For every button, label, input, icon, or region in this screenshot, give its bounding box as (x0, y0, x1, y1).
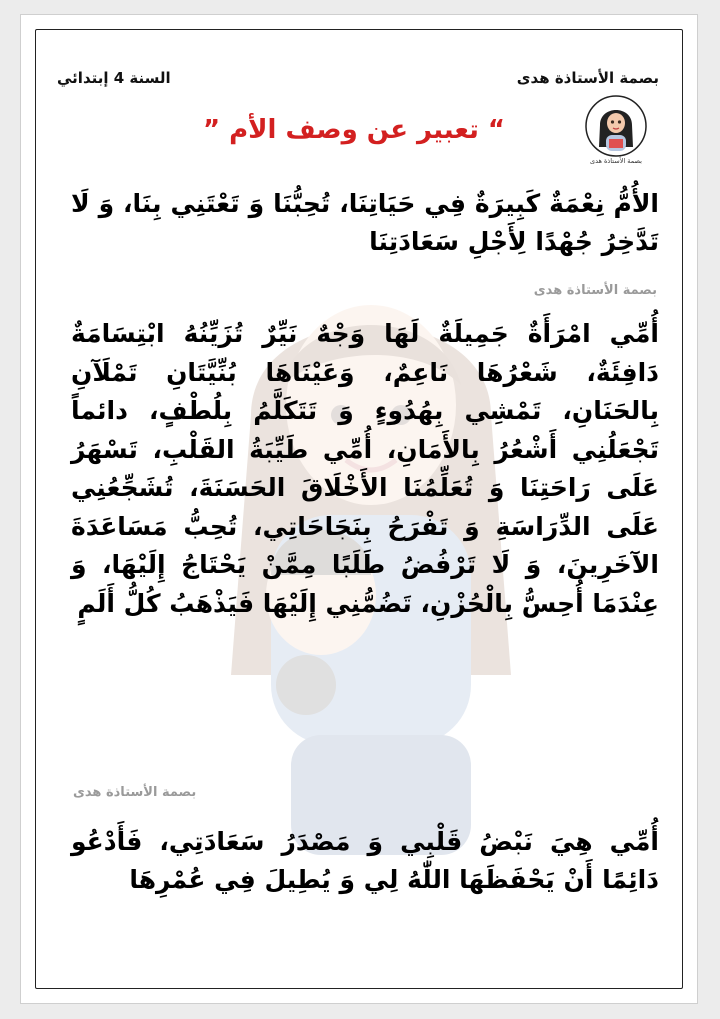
author-header: بصمة الأستاذة هدى (516, 69, 659, 87)
logo-caption: بصمة الأستاذة هدى (590, 157, 642, 165)
watermark-label: بصمة الأستاذة هدى (533, 283, 657, 298)
watermark-label: بصمة الأستاذة هدى (73, 785, 197, 800)
body-paragraph: أُمِّي امْرَأَةٌ جَمِيلَةٌ لَهَا وَجْهٌ نَيِّرٌ تُزَيِّنُهُ ابْتِسَامَةٌ دَافِئَةٌ، شَعْرُهَا نَاعِمٌ، وَعَيْنَاهَا بُنِّيَّتَانِ تَمْلَآنِ بِالحَنَانِ، تَمْشِي بِهُدُوءٍ وَ تَتَكَلَّمُ بِلُطْفٍ، دائماً تَجْعَلُنِي أَشْعُرُ بِالأَمَانِ، أُمِّي طَيِّبَةُ القَلْبِ، تَسْهَرُ عَلَى رَاحَتِنَا وَ تُعَلِّمُنَا الأَخْلَاقَ الحَسَنَةَ، تُشَجِّعُنِي عَلَى الدِّرَاسَةِ وَ تَفْرَحُ بِنَجَاحَاتِي، تُحِبُّ مَسَاعَدَةَ الآخَرِينَ، وَ لَا تَرْفُضُ طَلَبًا مِمَّنْ يَحْتَاجُ إِلَيْهَا، وَ عِنْدَمَا أُحِسُّ بِالْحُزْنِ، تَضُمُّنِي إِلَيْهَا فَيَذْهَبُ كُلُّ أَلَمٍ (71, 319, 659, 618)
page-title: “ تعبير عن وصف الأم ” (202, 115, 505, 145)
logo (585, 95, 647, 157)
teacher-avatar-icon (585, 95, 647, 157)
worksheet-page (20, 14, 698, 1004)
grade-level-header: السنة 4 إبتدائي (57, 69, 171, 87)
conclusion-paragraph: أُمِّي هِيَ نَبْضُ قَلْبِي وَ مَصْدَرُ سَعَادَتِي، فَأَدْعُو دَائِمًا أَنْ يَحْفَظَهَا اللّٰهُ لِي وَ يُطِيلَ فِي عُمْرِهَا (71, 827, 659, 894)
intro-paragraph: الأُمُّ نِعْمَةٌ كَبِيرَةٌ فِي حَيَاتِنَا، تُحِبُّنَا وَ تَعْتَنِي بِنَا، وَ لَا تَدَّخِرُ جُهْدًا لِأَجْلِ سَعَادَتِنَا (71, 189, 659, 256)
